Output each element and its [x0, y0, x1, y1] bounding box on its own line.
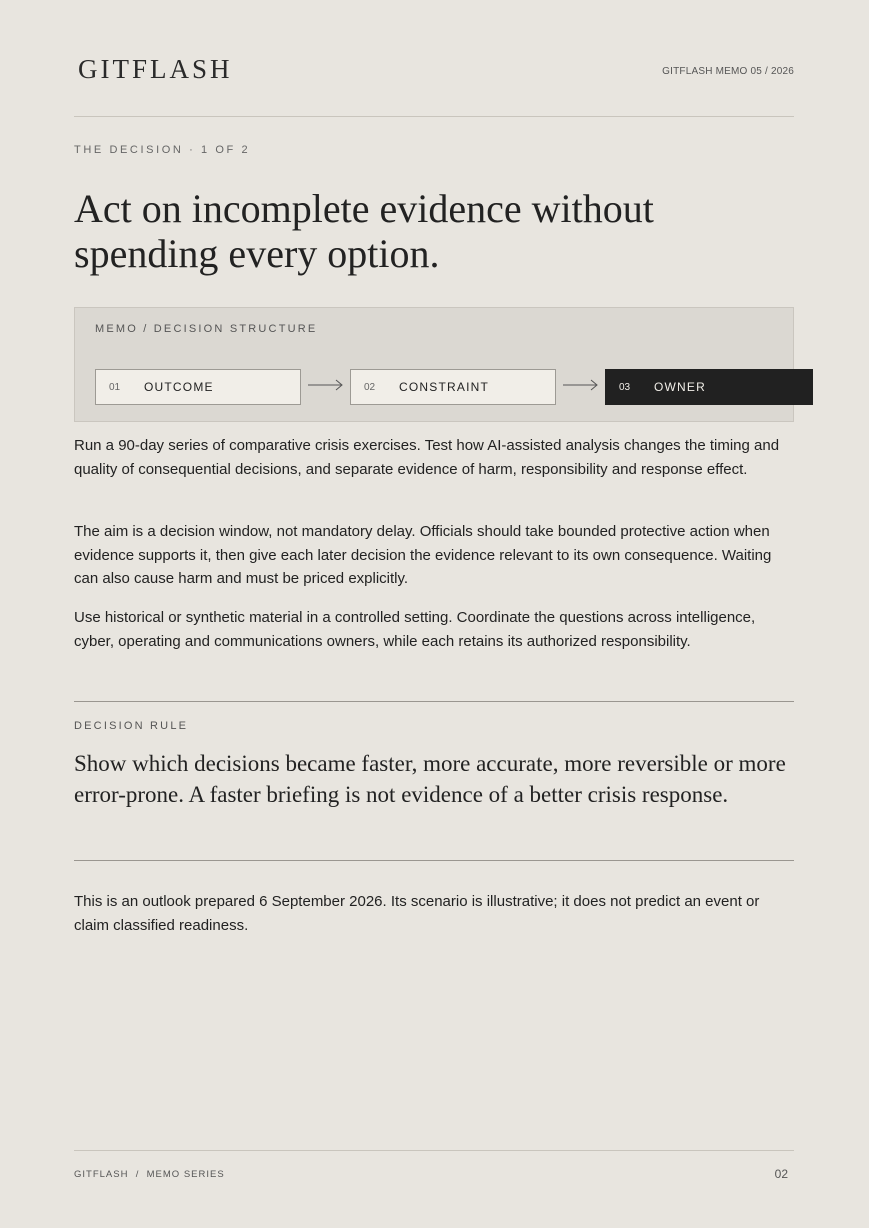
step-label: OUTCOME: [144, 380, 214, 394]
step-owner: [605, 369, 813, 405]
outlook-note: This is an outlook prepared 6 September 2026. Its scenario is illustrative; it does not predict an event or claim classified readiness.: [74, 893, 760, 934]
step-number: 03: [619, 381, 631, 393]
arrow-right-icon: [308, 378, 344, 392]
step-label: OWNER: [654, 380, 706, 394]
header-divider: [74, 116, 794, 117]
decision-rule-top-divider: [74, 701, 794, 702]
step-constraint: [350, 369, 556, 405]
body-paragraph: The aim is a decision window, not mandatory delay. Officials should take bounded protective action when evidence supports it, then give each later decision the evidence relevant to its own consequence. Waiting can also cause harm and must be priced explicitly.: [74, 523, 772, 587]
logo: GITFLASH: [78, 54, 233, 84]
decision-rule-text: Show which decisions became faster, more accurate, more reversible or more error-prone. A faster briefing is not evidence of a better crisis response.: [74, 751, 786, 807]
decision-structure-panel: [74, 307, 794, 422]
step-number: 01: [109, 381, 121, 393]
arrow-right-icon: [563, 378, 599, 392]
footer-divider: [74, 1150, 794, 1151]
body-paragraph: Run a 90-day series of comparative crisis exercises. Test how AI-assisted analysis changes the timing and quality of consequential decisions, and separate evidence of harm, responsibility and response effect.: [74, 437, 780, 478]
memo-page: [74, 0, 794, 1228]
memo-reference: GITFLASH MEMO 05 / 2026: [662, 66, 794, 77]
body-paragraph: Use historical or synthetic material in a controlled setting. Coordinate the questions across intelligence, cyber, operating and communications owners, while each retains its authorized responsibility.: [74, 609, 756, 650]
decision-structure-label: MEMO / DECISION STRUCTURE: [95, 323, 318, 335]
step-number: 02: [364, 381, 376, 393]
step-outcome: [95, 369, 301, 405]
decision-rule-bottom-divider: [74, 860, 794, 861]
step-label: CONSTRAINT: [399, 380, 489, 394]
section-kicker: THE DECISION · 1 OF 2: [74, 144, 251, 156]
footer-series: GITFLASH / MEMO SERIES: [74, 1169, 225, 1180]
decision-rule-label: DECISION RULE: [74, 720, 189, 732]
page-number: 02: [774, 1167, 788, 1181]
page-title: Act on incomplete evidence without spending every option.: [74, 186, 654, 276]
